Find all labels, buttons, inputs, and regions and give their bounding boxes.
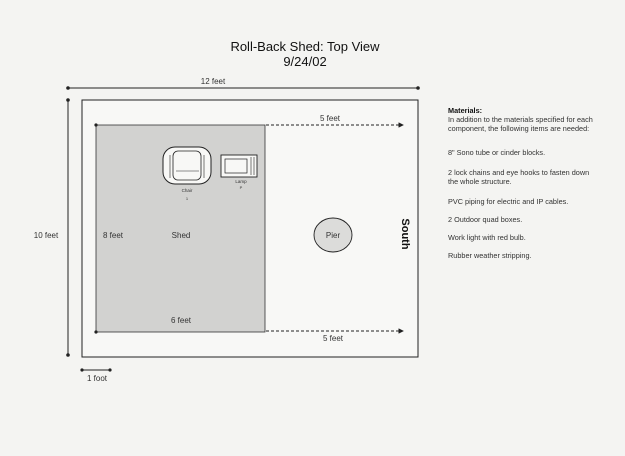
materials-item: 8" Sono tube or cinder blocks. xyxy=(448,148,546,157)
diagram-title: Roll-Back Shed: Top View xyxy=(230,39,380,54)
height-label: 10 feet xyxy=(33,231,59,240)
width-dimension-end xyxy=(66,86,70,90)
materials-notes xyxy=(448,106,598,260)
chair-icon xyxy=(163,147,211,184)
pier-label: Pier xyxy=(325,231,341,240)
diagram-date: 9/24/02 xyxy=(283,54,327,69)
scale-bar-end xyxy=(108,368,111,371)
width-dimension-end xyxy=(416,86,420,90)
scale-label: 1 foot xyxy=(86,374,108,383)
shed-height-label: 8 feet xyxy=(102,231,124,240)
width-label: 12 feet xyxy=(200,77,226,86)
lamp-icon xyxy=(221,155,257,177)
south-label: South xyxy=(399,218,411,250)
chair-number: 1 xyxy=(185,196,189,201)
shed-label: Shed xyxy=(171,231,191,240)
materials-item: PVC piping for electric and IP cables. xyxy=(448,197,569,206)
shed-width-label: 6 feet xyxy=(170,316,192,325)
lamp-label: Lamp xyxy=(235,179,247,184)
bottom-track-label: 5 feet xyxy=(322,334,344,343)
materials-item: Work light with red bulb. xyxy=(448,233,526,242)
shed-corner xyxy=(94,330,97,333)
materials-item: 2 lock chains and eye hooks to fasten down the whole structure. xyxy=(448,168,590,186)
shed-corner xyxy=(94,123,97,126)
materials-item: Rubber weather stripping. xyxy=(448,251,532,260)
materials-heading: Materials: xyxy=(448,106,483,115)
materials-item: 2 Outdoor quad boxes. xyxy=(448,215,523,224)
materials-intro: In addition to the materials specified for each component, the following items are needed: xyxy=(448,115,593,133)
height-dimension-end xyxy=(66,353,70,357)
scale-bar-end xyxy=(80,368,83,371)
height-dimension-end xyxy=(66,98,70,102)
top-track-label: 5 feet xyxy=(319,114,341,123)
lamp-number: P xyxy=(239,185,243,190)
chair-label: Chair xyxy=(181,188,193,193)
